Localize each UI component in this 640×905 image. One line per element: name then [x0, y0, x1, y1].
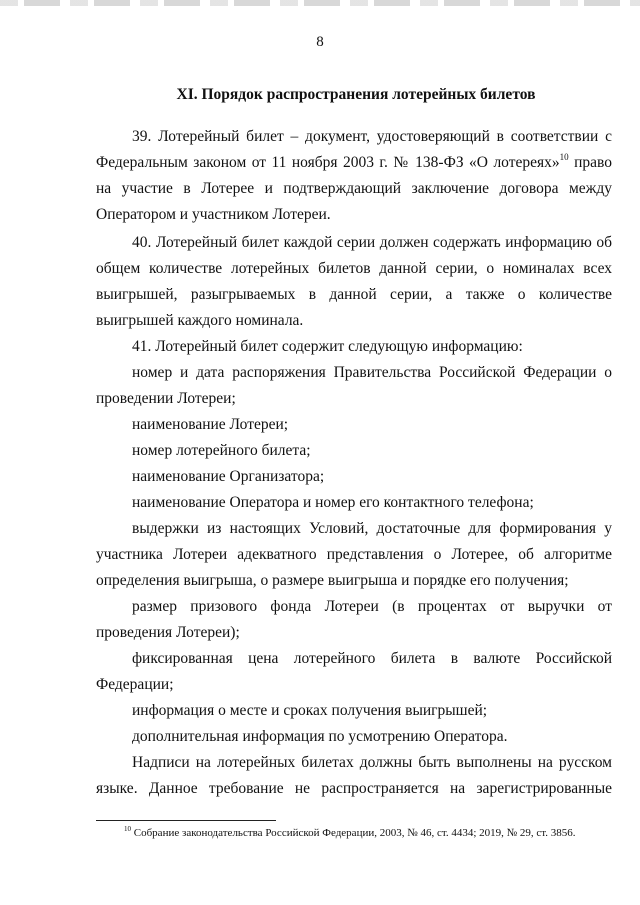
paragraph-39-text: 39. Лотерейный билет – документ, удостоверяющий в соответствии с Федеральным законом от 11 ноября 2003 г. № 138-ФЗ «О лотереях»: [96, 128, 612, 171]
paragraph-39-tail: право на участие в Лотерее и подтверждающий заключение договора между Оператором и участником Лотереи.: [96, 154, 612, 223]
page-number: 8: [316, 34, 324, 50]
list-item-additional-info: дополнительная информация по усмотрению Оператора.: [132, 728, 508, 745]
list-item-rules-excerpts: выдержки из настоящих Условий, достаточные для формирования у участника Лотереи адекватного представления о Лотерее, об алгоритме определения выигрыша, о размере выигрыша и порядке его получения;: [96, 520, 612, 589]
list-item-winnings-place: информация о месте и сроках получения выигрышей;: [132, 702, 488, 719]
scan-artifact-top-edge: [0, 0, 640, 6]
list-item-lottery-name: наименование Лотереи;: [132, 416, 289, 433]
footnote-separator: [96, 820, 276, 821]
list-item-prize-fund: размер призового фонда Лотереи (в процентах от выручки от проведения Лотереи);: [96, 598, 612, 641]
closing-paragraph: Надписи на лотерейных билетах должны быть выполнены на русском языке. Данное требование не распространяется на зарегистрированные: [96, 754, 612, 797]
footnote: [96, 826, 616, 840]
section-heading: XI. Порядок распространения лотерейных билетов: [176, 86, 536, 103]
paragraph-39: [96, 124, 612, 228]
list-item-ticket-price: фиксированная цена лотерейного билета в валюте Российской Федерации;: [96, 650, 612, 693]
list-item-organizer-name: наименование Организатора;: [132, 468, 325, 485]
footnote-text: Собрание законодательства Российской Федерации, 2003, № 46, ст. 4434; 2019, № 29, ст. 3856.: [131, 827, 576, 839]
list-item-ticket-number: номер лотерейного билета;: [132, 442, 311, 459]
list-item-order-number: номер и дата распоряжения Правительства Российской Федерации о проведении Лотереи;: [96, 364, 612, 407]
footnote-reference-10: 10: [559, 152, 569, 162]
list-item-operator-name: наименование Оператора и номер его контактного телефона;: [132, 494, 534, 511]
paragraph-41: 41. Лотерейный билет содержит следующую информацию:: [132, 338, 523, 355]
paragraph-40: 40. Лотерейный билет каждой серии должен содержать информацию об общем количестве лотерейных билетов данной серии, о номиналах всех выигрышей, разыгрываемых в данной серии, а также о количестве выигрышей каждого номинала.: [96, 234, 612, 329]
footnote-marker: 10: [124, 825, 131, 833]
